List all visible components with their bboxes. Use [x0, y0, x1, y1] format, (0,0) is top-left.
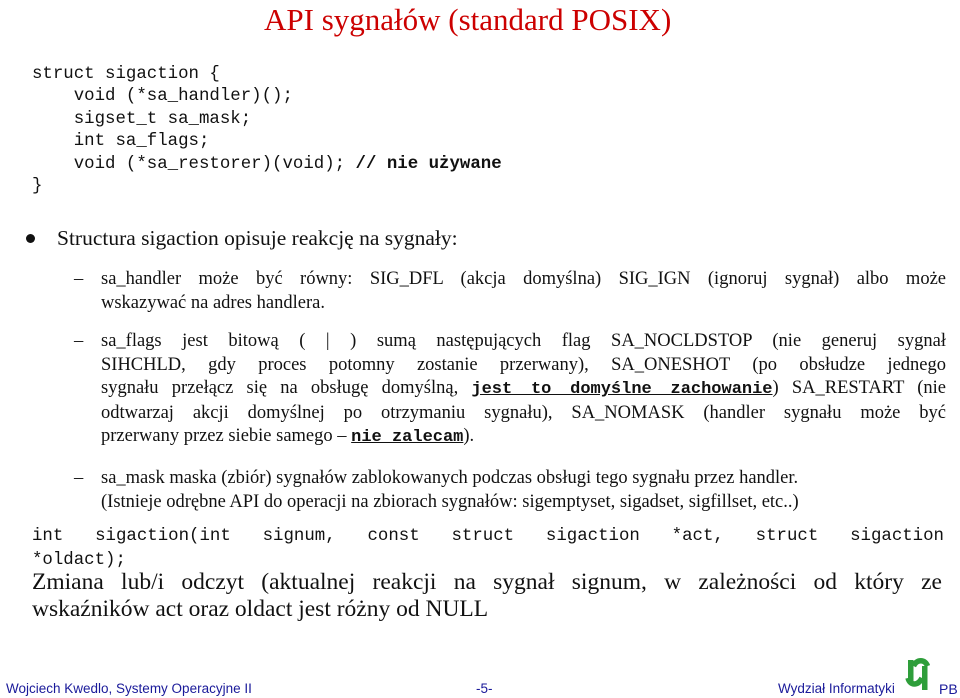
- code-line: struct sigaction {: [32, 65, 220, 84]
- emphasis-default-behaviour: jest to domyślne zachowanie: [471, 380, 773, 400]
- sub-item-text: (Istnieje odrębne API do operacji na zbiorach sygnałów: sigemptyset, sigadset, sigfillset, etc..): [101, 491, 799, 512]
- sub-item-text: sa_handler może być równy: SIG_DFL (akcja domyślna) SIG_IGN (ignoruj sygnał) albo może: [101, 269, 946, 289]
- function-prototype: [32, 525, 944, 572]
- dash-marker: –: [74, 468, 84, 488]
- emphasis-not-recommended: nie zalecam: [351, 428, 464, 448]
- code-line: void (*sa_handler)();: [32, 87, 293, 107]
- code-line: }: [32, 177, 43, 197]
- footer: [0, 680, 960, 698]
- text-fragment: sygnału przełącz się na obsługę domyślną,: [101, 378, 472, 399]
- code-comment: // nie używane: [355, 154, 502, 174]
- dash-marker: –: [74, 269, 84, 289]
- sub-item-text: sa_flags jest bitową ( | ) sumą następujących flag SA_NOCLDSTOP (nie generuj sygnał: [101, 331, 946, 351]
- code-line: int sa_flags;: [32, 132, 210, 152]
- bullet-item: [26, 226, 458, 251]
- struct-code-block: [32, 64, 502, 198]
- description-line: Zmiana lub/i odczyt (aktualnej reakcji na sygnał signum, w zależności od który ze: [32, 569, 942, 595]
- page-title: API sygnałów (standard POSIX): [264, 2, 672, 37]
- footer-faculty: Wydział Informatyki: [778, 681, 895, 696]
- function-description: [32, 569, 942, 623]
- prototype-line: *oldact);: [32, 550, 126, 570]
- prototype-line: int sigaction(int signum, const struct sigaction *act, struct sigaction: [32, 527, 944, 546]
- bullet-text: Structura sigaction opisuje reakcję na sygnały:: [57, 226, 458, 250]
- bullet-dot-icon: [26, 234, 35, 243]
- sub-item-sa-handler: [74, 268, 946, 315]
- sub-item-text: odtwarzaj akcji domyślnej po otrzymaniu sygnału), SA_NOMASK (handler sygnału może być: [101, 402, 946, 423]
- sub-item-sa-flags: [74, 330, 946, 450]
- sub-item-text: sa_mask maska (zbiór) sygnałów zablokowanych podczas obsługi tego sygnału przez handler.: [101, 468, 799, 488]
- footer-author: Wojciech Kwedlo, Systemy Operacyjne II: [6, 681, 252, 696]
- footer-page-number: -5-: [476, 681, 493, 696]
- code-line: sigset_t sa_mask;: [32, 109, 252, 129]
- description-line: wskaźników act oraz oldact jest różny od NULL: [32, 596, 489, 622]
- footer-logo-text: PB: [939, 681, 958, 697]
- sub-item-sa-mask: [74, 467, 946, 514]
- sub-item-text: [101, 377, 946, 402]
- text-fragment: ).: [463, 426, 475, 447]
- sub-item-text: [101, 425, 946, 450]
- text-fragment: ) SA_RESTART (nie: [772, 378, 947, 399]
- code-line: void (*sa_restorer)(void);: [32, 154, 356, 174]
- sub-item-text: wskazywać na adres handlera.: [101, 292, 325, 313]
- dash-marker: –: [74, 331, 84, 351]
- sub-item-text: SIHCHLD, gdy proces potomny zostanie przerwany), SA_ONESHOT (po obsłudze jednego: [101, 354, 946, 375]
- text-fragment: przerwany przez siebie samego –: [101, 426, 352, 447]
